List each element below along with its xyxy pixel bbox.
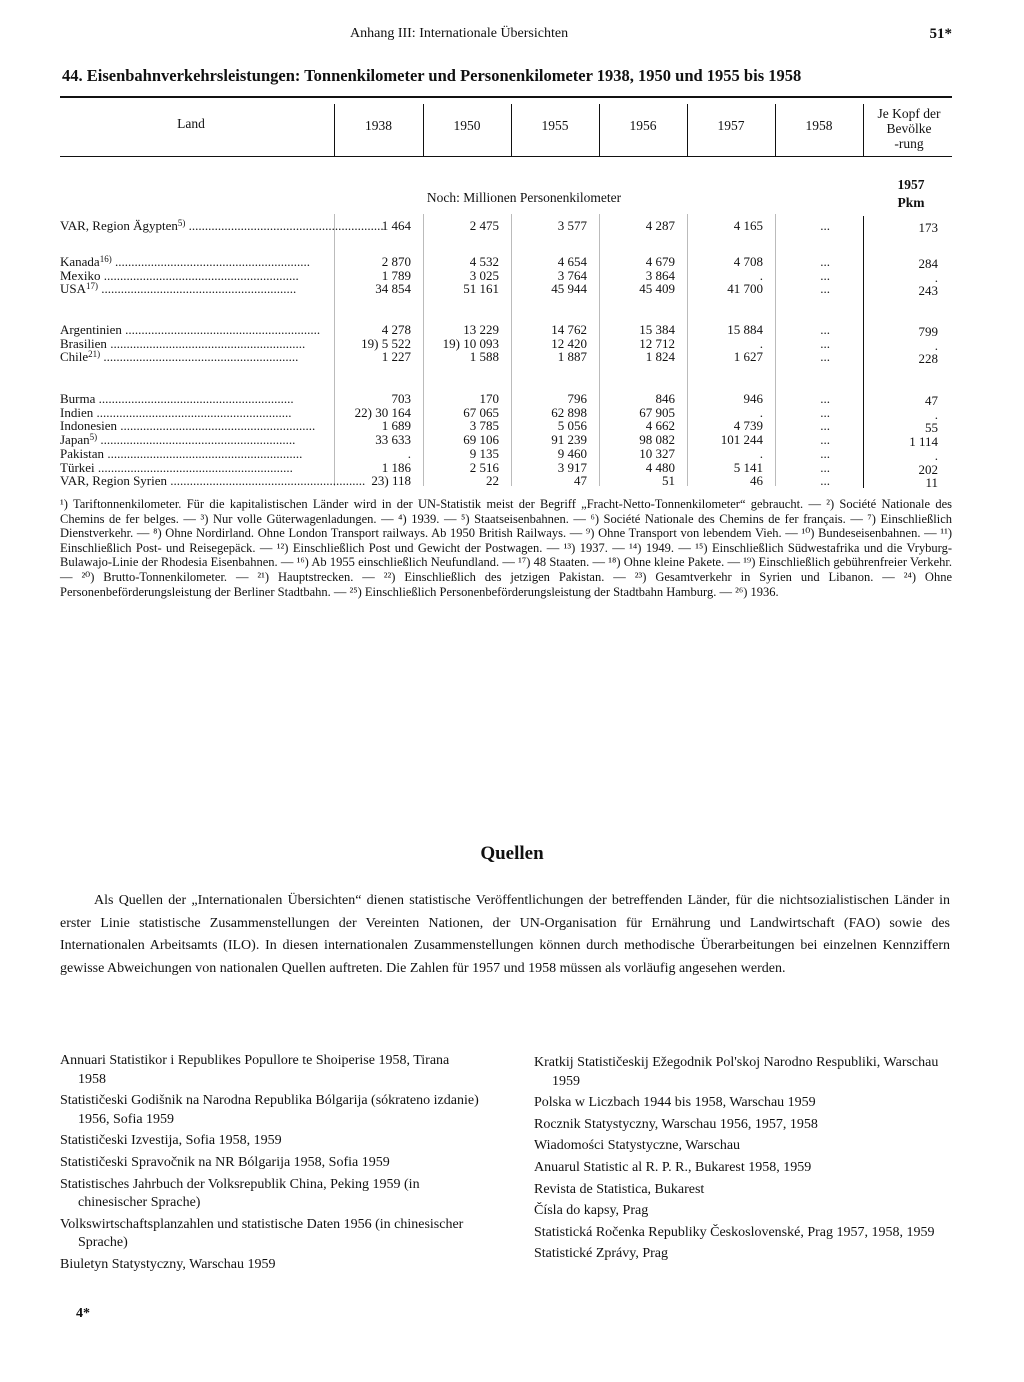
cell-value: ...	[820, 281, 830, 297]
cell-value: 3 917	[557, 459, 587, 475]
cell-value: 14 762	[551, 322, 587, 337]
cell-value: 45 409	[639, 281, 675, 297]
cell-value: 2 475	[469, 218, 499, 233]
source-entry: Statističeski Izvestija, Sofia 1958, 1959	[60, 1133, 282, 1149]
cell-per-capita: .	[934, 269, 938, 285]
cell-value: 3 864	[645, 267, 675, 283]
cell-value: 946	[743, 391, 763, 406]
country-name: Japan$^{5)}$ ............................................................	[60, 432, 296, 448]
column-rule	[687, 214, 688, 486]
cell-value: 19) 5 522	[361, 335, 411, 351]
cell-value: 51 161	[463, 281, 499, 297]
cell-value: 4 287	[645, 218, 675, 233]
cell-per-capita: 228	[918, 351, 938, 367]
country-name: Chile$^{21)}$ ............................................................	[60, 349, 299, 365]
sources-left-column	[60, 1052, 480, 1278]
cell-value: 47	[574, 473, 587, 489]
sources-title: Quellen	[480, 843, 544, 864]
country-name: VAR, Region Ägypten$^{5)}$ ............................................................	[60, 218, 384, 233]
country-name: Pakistan ............................................................	[60, 445, 303, 461]
cell-per-capita: .	[934, 337, 938, 353]
sources-intro: Als Quellen der „Internationalen Übersichten“ dienen statistische Veröffentlichungen der betreffenden Länder, für die nichtsozialistischen Länder in erster Linie statistische Zusammenstellungen der Vereinten Nationen, der UN-Organisation für Ernährung und Landwirtschaft (FAO) sowie des Internationalen Arbeitsamts (ILO). In diesen internationalen Zusammenstellungen können durch methodische Überarbeitungen bei einzelnen Kennziffern gewisse Abweichungen von nationalen Quellen auftreten. Die Zahlen für 1957 und 1958 müssen als vorläufig angesehen werden.	[60, 893, 950, 976]
cell-value: .	[759, 404, 763, 420]
country-name: Argentinien ............................................................	[60, 322, 321, 337]
cell-value: 1 464	[381, 218, 411, 233]
cell-per-capita: 173	[918, 220, 938, 235]
source-entry: Čísla do kapsy, Prag	[534, 1203, 649, 1219]
cell-value: 62 898	[551, 404, 587, 420]
header-year-1950: 1950	[453, 118, 481, 133]
footnotes: ¹) Tariftonnenkilometer. Für die kapitalistischen Länder wird in der UN-Statistik meist der Begriff „Fracht-Netto-Tonnenkilometer“ gebraucht. — ²) Société Nationale des Chemins de fer belges. — ³) Nur volle Güterwagenladungen. — ⁴) 1939. — ⁵) Staatseisenbahnen. — ⁶) Société Nationale des Chemins de fer français. — ⁷) Einschließlich Dienstverkehr. — ⁸) Ohne Nordirland. Ohne London Transport railways. Ab 1950 British Railways. — ⁹) Ohne Transport von lebendem Vieh. — ¹⁰) Bundeseisenbahnen. — ¹¹) Einschließlich Post- und Reisegepäck. — ¹²) Einschließlich Post und Gewicht der Postwagen. — ¹³) 1937. — ¹⁴) 1949. — ¹⁵) Einschließlich Südwestafrika und die Vryburg-Bulawajo-Linie der Rhodesia Eisenbahnen. — ¹⁶) Ab 1955 einschließlich Neufundland. — ¹⁷) 48 Staaten. — ¹⁸) Ohne kleine Pakete. — ¹⁹) Einschließlich gebührenfreier Verkehr. — ²⁰) Brutto-Tonnenkilometer. — ²¹) Hauptstrecken. — ²²) Einschließlich des jetzigen Pakistan. — ²³) Gesamtverkehr in Syrien und Libanon. — ²⁴) Ohne Personenbeförderungsleistung der Berliner Stadtbahn. — ²⁵) Einschließlich Personenbeförderungsleistung der Stadtbahn Hamburg. — ²⁶) 1936.	[60, 497, 952, 599]
cell-value: 15 384	[639, 322, 675, 337]
cell-value: ...	[820, 459, 830, 475]
cell-value: 703	[391, 391, 411, 406]
cell-value: 4 532	[469, 254, 499, 269]
source-entry: Biuletyn Statystyczny, Warschau 1959	[60, 1256, 276, 1272]
cell-value: 1 887	[557, 349, 587, 365]
cell-value: 101 244	[720, 432, 763, 448]
header-year-1957: 1957	[717, 118, 745, 133]
cell-value: 51	[662, 473, 675, 489]
country-name: USA$^{17)}$ ............................................................	[60, 281, 297, 297]
cell-value: 5 056	[557, 418, 587, 434]
column-rule	[423, 214, 424, 486]
table-title: 44. Eisenbahnverkehrsleistungen: Tonnenkilometer und Personenkilometer 1938, 1950 und 1955 bis 1958	[62, 66, 802, 85]
cell-per-capita: .	[934, 447, 938, 463]
cell-per-capita: 55	[925, 420, 938, 436]
source-entry: Statistické Zprávy, Prag	[534, 1246, 669, 1262]
cell-value: 1 186	[381, 459, 411, 475]
cell-value: .	[759, 267, 763, 283]
cell-value: 3 764	[557, 267, 587, 283]
unit-per-capita	[870, 176, 952, 212]
cell-value: 4 654	[557, 254, 587, 269]
cell-value: ...	[820, 404, 830, 420]
cell-value: 34 854	[375, 281, 411, 297]
country-name: Mexiko ............................................................	[60, 267, 299, 283]
cell-value: 2 870	[381, 254, 411, 269]
cell-value: 846	[655, 391, 675, 406]
cell-value: 4 679	[645, 254, 675, 269]
cell-value: 3 785	[469, 418, 499, 434]
cell-value: .	[407, 445, 411, 461]
cell-value: 4 278	[381, 322, 411, 337]
cell-value: ...	[820, 445, 830, 461]
cell-value: 12 712	[639, 335, 675, 351]
header-per-capita: Je Kopf der Bevölke -rung	[877, 106, 941, 151]
page-number: 51*	[929, 26, 952, 42]
country-name: Indonesien ............................................................	[60, 418, 316, 434]
source-entry: Anuarul Statistic al R. P. R., Bukarest 1958, 1959	[534, 1159, 812, 1175]
source-entry: Statistisches Jahrbuch der Volksrepublik China, Peking 1959 (in chinesischer Sprache)	[60, 1176, 420, 1211]
cell-value: ...	[820, 473, 830, 489]
cell-value: ...	[820, 349, 830, 365]
cell-value: 4 708	[733, 254, 763, 269]
cell-value: 12 420	[551, 335, 587, 351]
cell-value: 3 025	[469, 267, 499, 283]
cell-value: 3 577	[557, 218, 587, 233]
cell-value: ...	[820, 432, 830, 448]
header-year-1958: 1958	[805, 118, 833, 133]
cell-value: 1 789	[381, 267, 411, 283]
cell-value: ...	[820, 335, 830, 351]
cell-value: 1 627	[733, 349, 763, 365]
cell-value: 1 227	[381, 349, 411, 365]
table-top-rule	[60, 96, 952, 98]
cell-value: ...	[820, 391, 830, 406]
cell-value: 1 824	[645, 349, 675, 365]
sources-right-column	[534, 1054, 954, 1267]
country-name: Kanada$^{16)}$ ............................................................	[60, 254, 310, 269]
cell-value: 4 480	[645, 459, 675, 475]
cell-value: 1 689	[381, 418, 411, 434]
cell-value: ...	[820, 267, 830, 283]
cell-value: 5 141	[733, 459, 763, 475]
cell-value: 1 588	[469, 349, 499, 365]
cell-per-capita: 799	[918, 324, 938, 339]
source-entry: Statističeski Godišnik na Narodna Republika Bólgarija (sókrateno izdanie) 1956, Sofia 1959	[60, 1093, 479, 1127]
cell-value: 15 884	[727, 322, 763, 337]
cell-value: 23) 118	[371, 473, 411, 489]
cell-per-capita: 284	[918, 256, 938, 271]
country-name: Türkei ............................................................	[60, 459, 293, 475]
cell-per-capita: 11	[925, 475, 938, 491]
source-entry: Annuari Statistikor i Republikes Popullore te Shoiperise 1958, Tirana 1958	[60, 1053, 450, 1087]
cell-value: 4 165	[733, 218, 763, 233]
column-rule	[775, 214, 776, 486]
source-entry: Revista de Statistica, Bukarest	[534, 1181, 705, 1197]
column-rule	[599, 214, 600, 486]
cell-value: 4 739	[733, 418, 763, 434]
table-header-rule	[60, 156, 952, 157]
source-entry: Rocznik Statystyczny, Warschau 1956, 1957, 1958	[534, 1116, 818, 1132]
cell-value: ...	[820, 254, 830, 269]
cell-value: 67 065	[463, 404, 499, 420]
source-entry: Volkswirtschaftsplanzahlen und statistische Daten 1956 (in chinesischer Sprache)	[60, 1216, 464, 1251]
cell-value: ...	[820, 322, 830, 337]
cell-value: 98 082	[639, 432, 675, 448]
cell-per-capita: 47	[925, 393, 938, 408]
header-year-1956: 1956	[629, 118, 657, 133]
cell-value: 67 905	[639, 404, 675, 420]
header-year-1938: 1938	[365, 118, 392, 133]
cell-value: 4 662	[645, 418, 675, 434]
cell-per-capita: 202	[918, 461, 938, 477]
source-entry: Statističeski Spravočnik na NR Bólgarija 1958, Sofia 1959	[60, 1154, 390, 1170]
country-name: VAR, Region Syrien ............................................................	[60, 473, 366, 489]
header-year-1955: 1955	[541, 118, 569, 133]
cell-per-capita: 1 114	[909, 434, 938, 450]
source-entry: Statistická Ročenka Republiky Československé, Prag 1957, 1958, 1959	[534, 1224, 935, 1240]
cell-value: 19) 10 093	[442, 335, 499, 351]
cell-per-capita: 243	[918, 283, 938, 299]
cell-value: .	[759, 335, 763, 351]
cell-value: 45 944	[551, 281, 587, 297]
cell-value: 22	[486, 473, 499, 489]
cell-value: 796	[567, 391, 587, 406]
column-rule	[511, 214, 512, 486]
cell-value: 9 460	[557, 445, 587, 461]
cell-value: 41 700	[727, 281, 763, 297]
country-name: Brasilien ............................................................	[60, 335, 306, 351]
unit-year: 1957	[897, 177, 925, 192]
cell-value: 69 106	[463, 432, 499, 448]
column-rule	[334, 214, 335, 486]
source-entry: Wiadomości Statystyczne, Warschau	[534, 1138, 741, 1154]
cell-value: ...	[820, 218, 830, 233]
header-land: Land	[177, 116, 205, 131]
country-name: Indien ............................................................	[60, 404, 292, 420]
cell-value: 9 135	[469, 445, 499, 461]
column-rule	[863, 216, 864, 488]
column-rule	[863, 104, 864, 156]
unit-note: Noch: Millionen Personenkilometer	[426, 190, 622, 205]
cell-value: 2 516	[469, 459, 499, 475]
bottom-mark: 4*	[76, 1306, 90, 1321]
cell-value: 33 633	[375, 432, 411, 448]
running-head: Anhang III: Internationale Übersichten	[350, 26, 569, 41]
cell-value: 91 239	[551, 432, 587, 448]
cell-value: 13 229	[463, 322, 499, 337]
cell-value: .	[759, 445, 763, 461]
data-table	[60, 96, 952, 496]
cell-per-capita: .	[934, 406, 938, 422]
cell-value: ...	[820, 418, 830, 434]
cell-value: 46	[750, 473, 763, 489]
country-name: Burma ............................................................	[60, 391, 294, 406]
unit-pkm: Pkm	[897, 195, 925, 210]
cell-value: 22) 30 164	[354, 404, 411, 420]
cell-value: 10 327	[639, 445, 675, 461]
source-entry: Kratkij Statističeskij Ežegodnik Pol'skoj Narodno Respubliki, Warschau 1959	[534, 1055, 939, 1089]
cell-value: 170	[479, 391, 499, 406]
source-entry: Polska w Liczbach 1944 bis 1958, Warschau 1959	[534, 1095, 816, 1111]
